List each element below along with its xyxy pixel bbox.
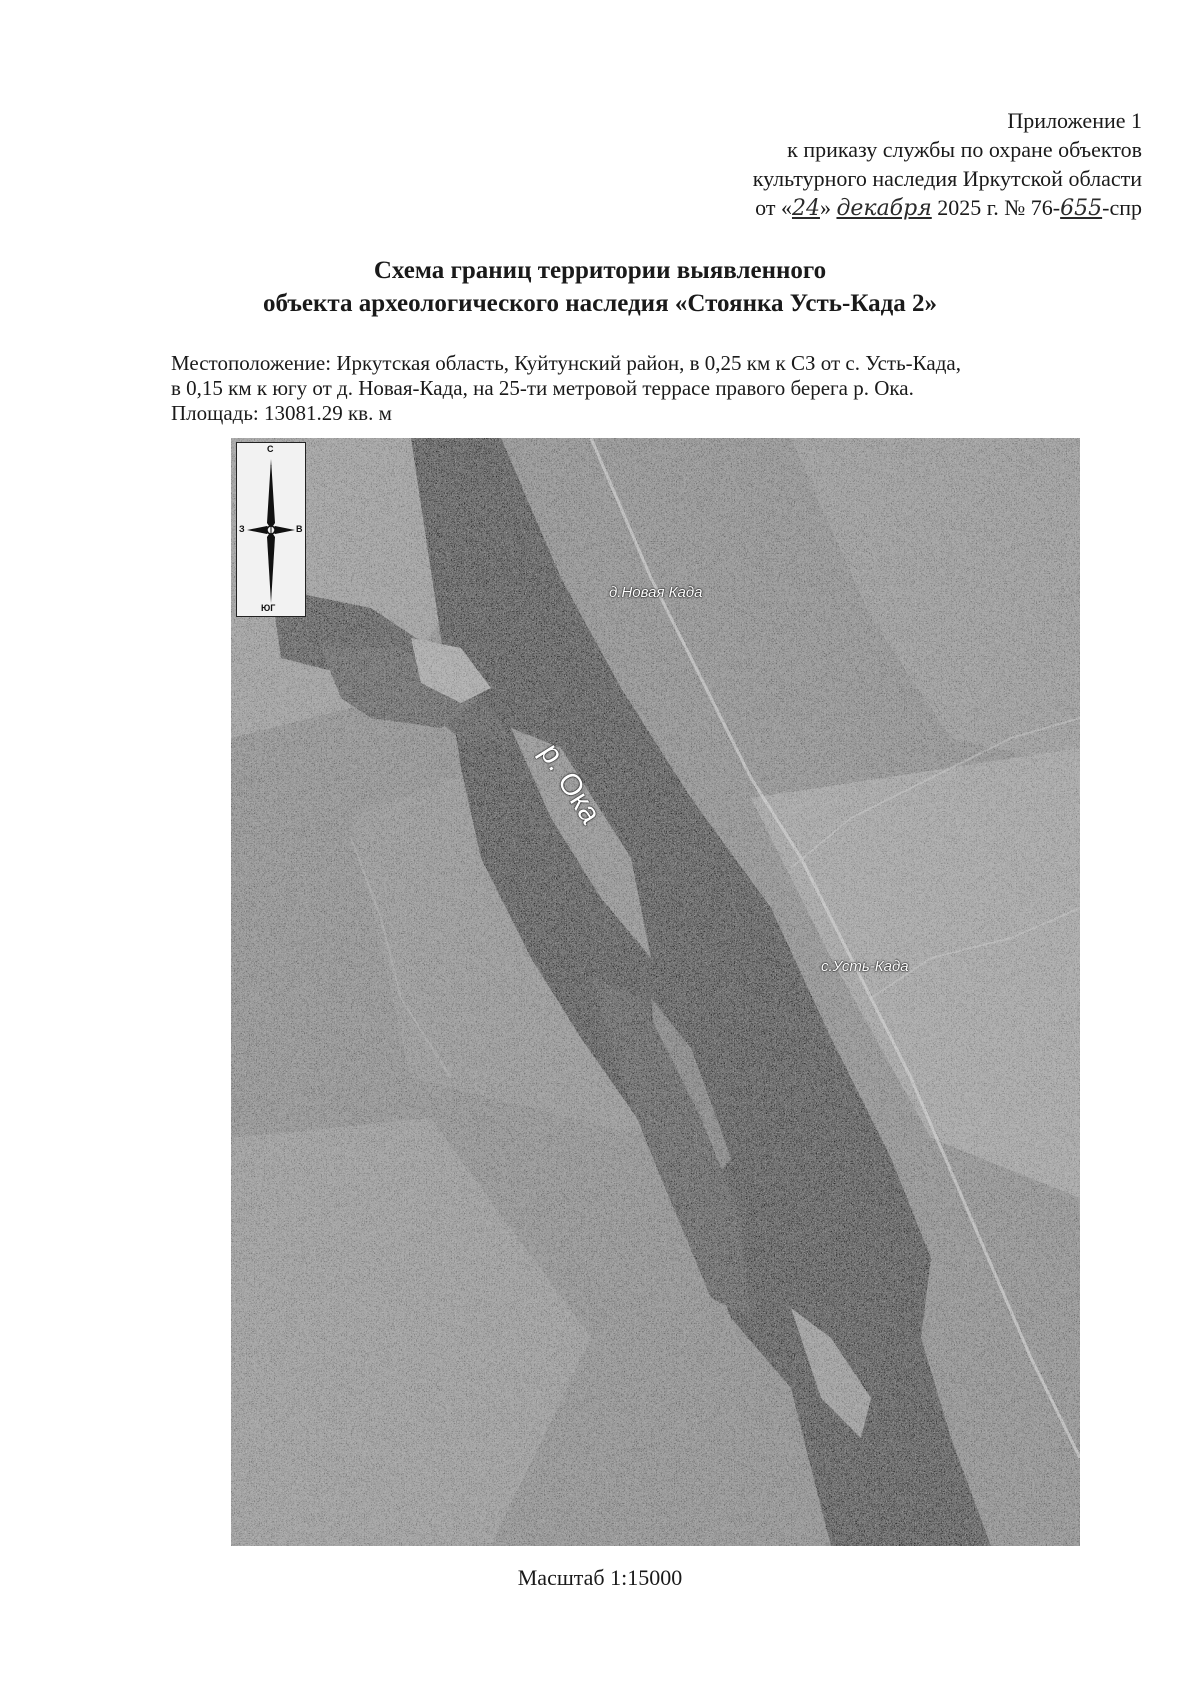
location-description (171, 351, 1131, 426)
annex-header (442, 106, 1142, 223)
date-mid: » (819, 195, 837, 220)
order-suffix: -спр (1102, 195, 1142, 220)
area-line: Площадь: 13081.29 кв. м (171, 401, 392, 425)
location-line-2: в 0,15 км к югу от д. Новая-Када, на 25-ти метровой террасе правого берега р. Ока. (171, 376, 914, 400)
map-label-ust-kada: с.Усть-Када (821, 958, 909, 975)
title-line-2: объекта археологического наследия «Стоянка Усть-Када 2» (262, 290, 938, 317)
handwritten-month: декабря (836, 196, 932, 221)
satellite-imagery (231, 438, 1080, 1546)
handwritten-day: 24 (791, 196, 820, 221)
location-line-1: Местоположение: Иркутская область, Куйтунский район, в 0,25 км к СЗ от с. Усть-Када, (171, 351, 961, 375)
map-label-river-oka: р. Ока (533, 738, 608, 830)
map-scale: Масштаб 1:15000 (517, 1565, 683, 1590)
date-prefix: от « (755, 195, 792, 220)
compass-arrow-icon (237, 443, 305, 616)
compass-south: ЮГ (261, 603, 276, 613)
compass-rose (236, 442, 306, 617)
title-line-1: Схема границ территории выявленного (373, 257, 827, 284)
annex-title: Приложение 1 (1007, 108, 1142, 133)
map-label-novaya-kada: д.Новая Када (609, 584, 703, 601)
document-title (0, 254, 1200, 320)
annex-order-line: к приказу службы по охране объектов (787, 137, 1142, 162)
date-year: 2025 г. № 76- (931, 195, 1061, 220)
handwritten-number: 655 (1060, 196, 1103, 221)
annex-authority-line: культурного наследия Иркутской области (752, 166, 1142, 191)
compass-west: З (239, 524, 245, 534)
compass-east: В (296, 524, 303, 534)
compass-north: С (267, 444, 274, 454)
annex-date-line (442, 193, 1142, 223)
satellite-map (231, 438, 1080, 1546)
